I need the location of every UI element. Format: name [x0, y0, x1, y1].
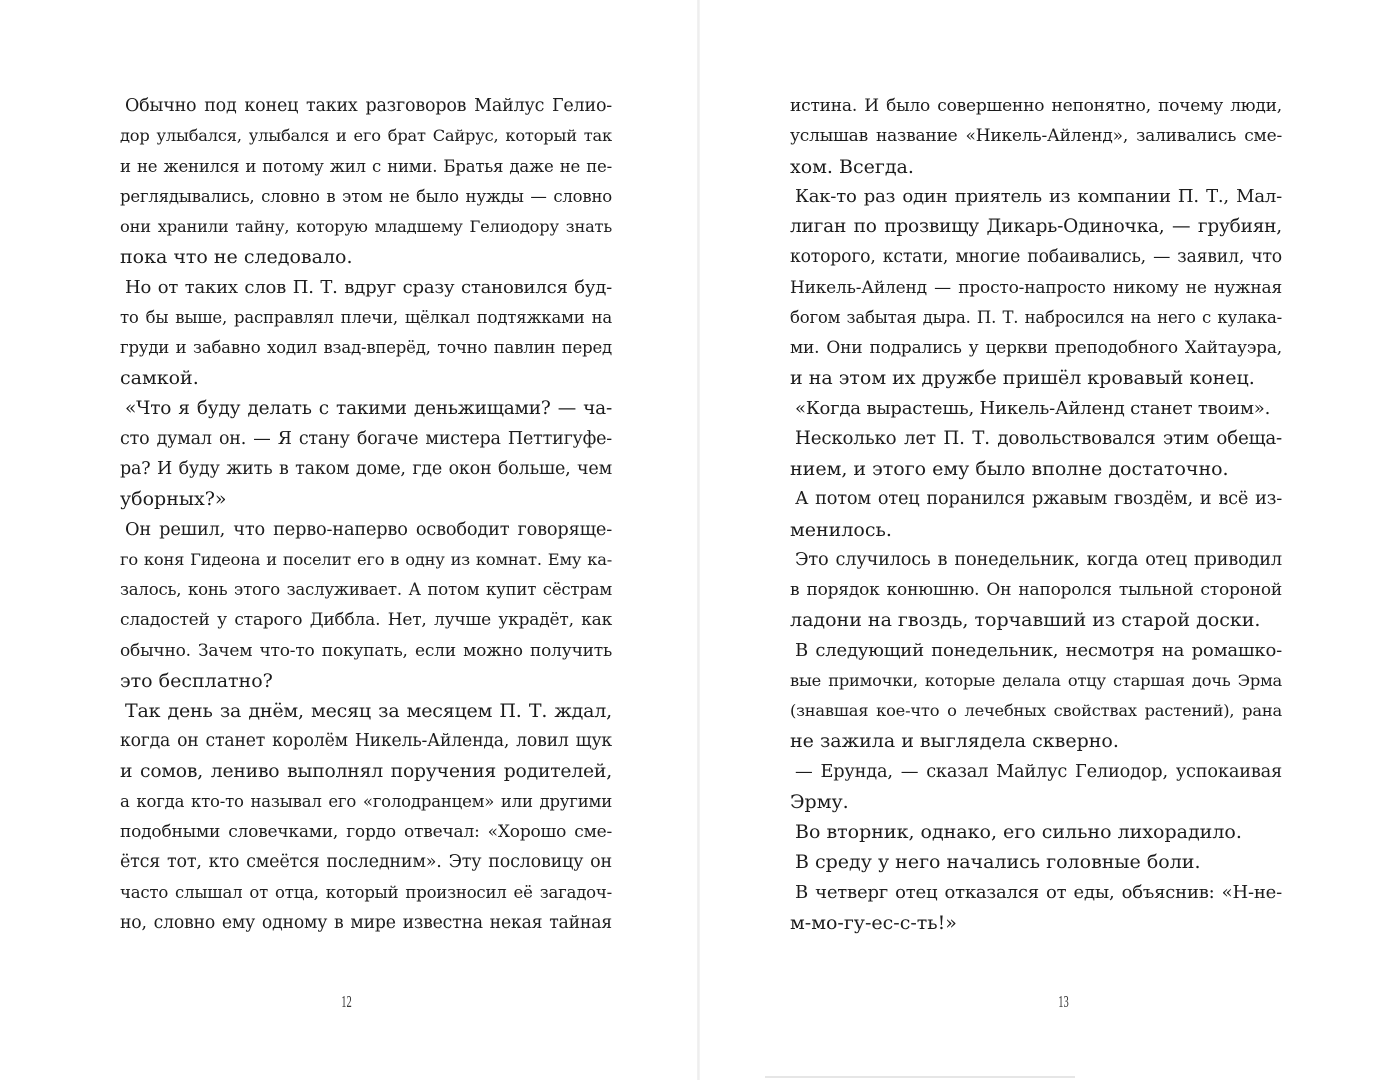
text-line: Никель-Айленд — просто-напросто никому не нужная — [790, 277, 1282, 298]
text-line: хом. Всегда. — [790, 155, 914, 178]
text-line: и не женился и потому жил с ними. Братья даже не пе- — [120, 156, 612, 176]
text-line: реглядывались, словно в этом не было нужды — словно — [120, 186, 612, 206]
text-line: самкой. — [120, 367, 199, 390]
text-line: В четверг отец отказался от еды, объяснив: «Н-не- — [795, 881, 1282, 903]
text-line: сладостей у старого Диббла. Нет, лучше украдёт, как — [120, 610, 612, 631]
text-line: лиган по прозвищу Дикарь-Одиночка, — грубиян, — [790, 216, 1282, 237]
text-line: В среду у него начались головные боли. — [795, 851, 1201, 874]
text-line: — Ерунда, — сказал Майлус Гелиодор, успокаивая — [795, 761, 1282, 782]
text-line: то бы выше, расправлял плечи, щёлкал подтяжками на — [120, 307, 612, 327]
text-line: Он решил, что перво-наперво освободит говоряще- — [125, 519, 612, 540]
text-line: и сомов, лениво выполнял поручения родителей, — [120, 760, 612, 782]
text-line: они хранили тайну, которую младшему Гелиодору знать — [120, 217, 612, 236]
text-line: ра? И буду жить в таком доме, где окон больше, чем — [120, 459, 612, 479]
text-line: часто слышал от отца, который произносил её загадоч- — [120, 882, 612, 902]
text-line: ётся тот, кто смеётся последним». Эту пословицу он — [120, 852, 612, 873]
text-line: в порядок конюшню. Он напоролся тыльной стороной — [790, 580, 1282, 600]
text-line: Обычно под конец таких разговоров Майлус Гелио- — [125, 96, 612, 116]
text-line: вые примочки, которые делала отцу старшая дочь Эрма — [790, 670, 1282, 690]
page-edge — [765, 1076, 1075, 1078]
text-line: груди и забавно ходил взад-вперёд, точно павлин перед — [120, 338, 612, 357]
text-line: а когда кто-то называл его «голодранцем» или другими — [120, 791, 612, 811]
text-line: уборных?» — [120, 488, 227, 511]
text-line: сто думал он. — Я стану богаче мистера Петтигуфе- — [120, 428, 612, 449]
text-line: это бесплатно? — [120, 669, 273, 692]
text-line: ми. Они подрались у церкви преподобного Хайтауэра, — [790, 338, 1282, 358]
left-page — [0, 0, 697, 1080]
right-page-text — [790, 91, 1282, 938]
text-line: Во вторник, однако, его сильно лихорадило. — [795, 821, 1242, 843]
text-line: (знавшая кое-что о лечебных свойствах растений), рана — [790, 701, 1282, 720]
text-line: услышав название «Никель-Айленд», заливались сме- — [790, 126, 1282, 147]
text-line: богом забытая дыра. П. Т. набросился на него с кулака- — [790, 307, 1282, 327]
text-line: ладони на гвоздь, торчавший из старой доски. — [790, 609, 1261, 632]
text-line: «Что я буду делать с такими деньжищами? — ча- — [125, 397, 612, 419]
text-line: когда он станет королём Никель-Айленда, ловил щук — [120, 731, 612, 752]
text-line: которого, кстати, многие побаивались, — заявил, что — [790, 247, 1282, 268]
text-line: менилось. — [790, 518, 892, 541]
text-line: В следующий понедельник, несмотря на ромашко- — [795, 639, 1282, 661]
text-line: пока что не следовало. — [120, 246, 353, 269]
text-line: Так день за днём, месяц за месяцем П. Т. ждал, — [125, 700, 612, 722]
text-line: А потом отец поранился ржавым гвоздём, и всё из- — [795, 489, 1282, 510]
text-line: дор улыбался, улыбался и его брат Сайрус, который так — [120, 126, 612, 146]
text-line: Это случилось в понедельник, когда отец приводил — [795, 549, 1282, 570]
page-number: 13 — [1058, 992, 1069, 1011]
text-line: истина. И было совершенно непонятно, почему люди, — [790, 96, 1282, 116]
text-line: Как-то раз один приятель из компании П. Т., Мал- — [795, 185, 1282, 207]
text-line: залось, конь этого заслуживает. А потом купит сёстрам — [120, 580, 612, 599]
text-line: подобными словечками, гордо отвечал: «Хорошо сме- — [120, 822, 612, 842]
text-line: обычно. Зачем что-то покупать, если можно получить — [120, 640, 612, 661]
text-line: го коня Гидеона и поселит его в одну из комнат. Ему ка- — [120, 549, 612, 569]
text-line: не зажила и выглядела скверно. — [790, 730, 1119, 753]
text-line: Эрму. — [790, 790, 849, 813]
left-page-text — [120, 91, 612, 938]
page-number: 12 — [341, 992, 352, 1011]
text-line: нием, и этого ему было вполне достаточно. — [790, 458, 1229, 480]
text-line: и на этом их дружбе пришёл кровавый конец. — [790, 367, 1255, 390]
text-line: Несколько лет П. Т. довольствовался этим обеща- — [795, 427, 1282, 449]
text-line: м-мо-гу-ес-с-ть!» — [790, 911, 957, 934]
text-line: «Когда вырастешь, Никель-Айленд станет твоим». — [795, 397, 1271, 419]
right-page — [700, 0, 1397, 1080]
text-line: но, словно ему одному в мире известна некая тайная — [120, 912, 612, 933]
text-line: Но от таких слов П. Т. вдруг сразу становился буд- — [125, 276, 612, 298]
